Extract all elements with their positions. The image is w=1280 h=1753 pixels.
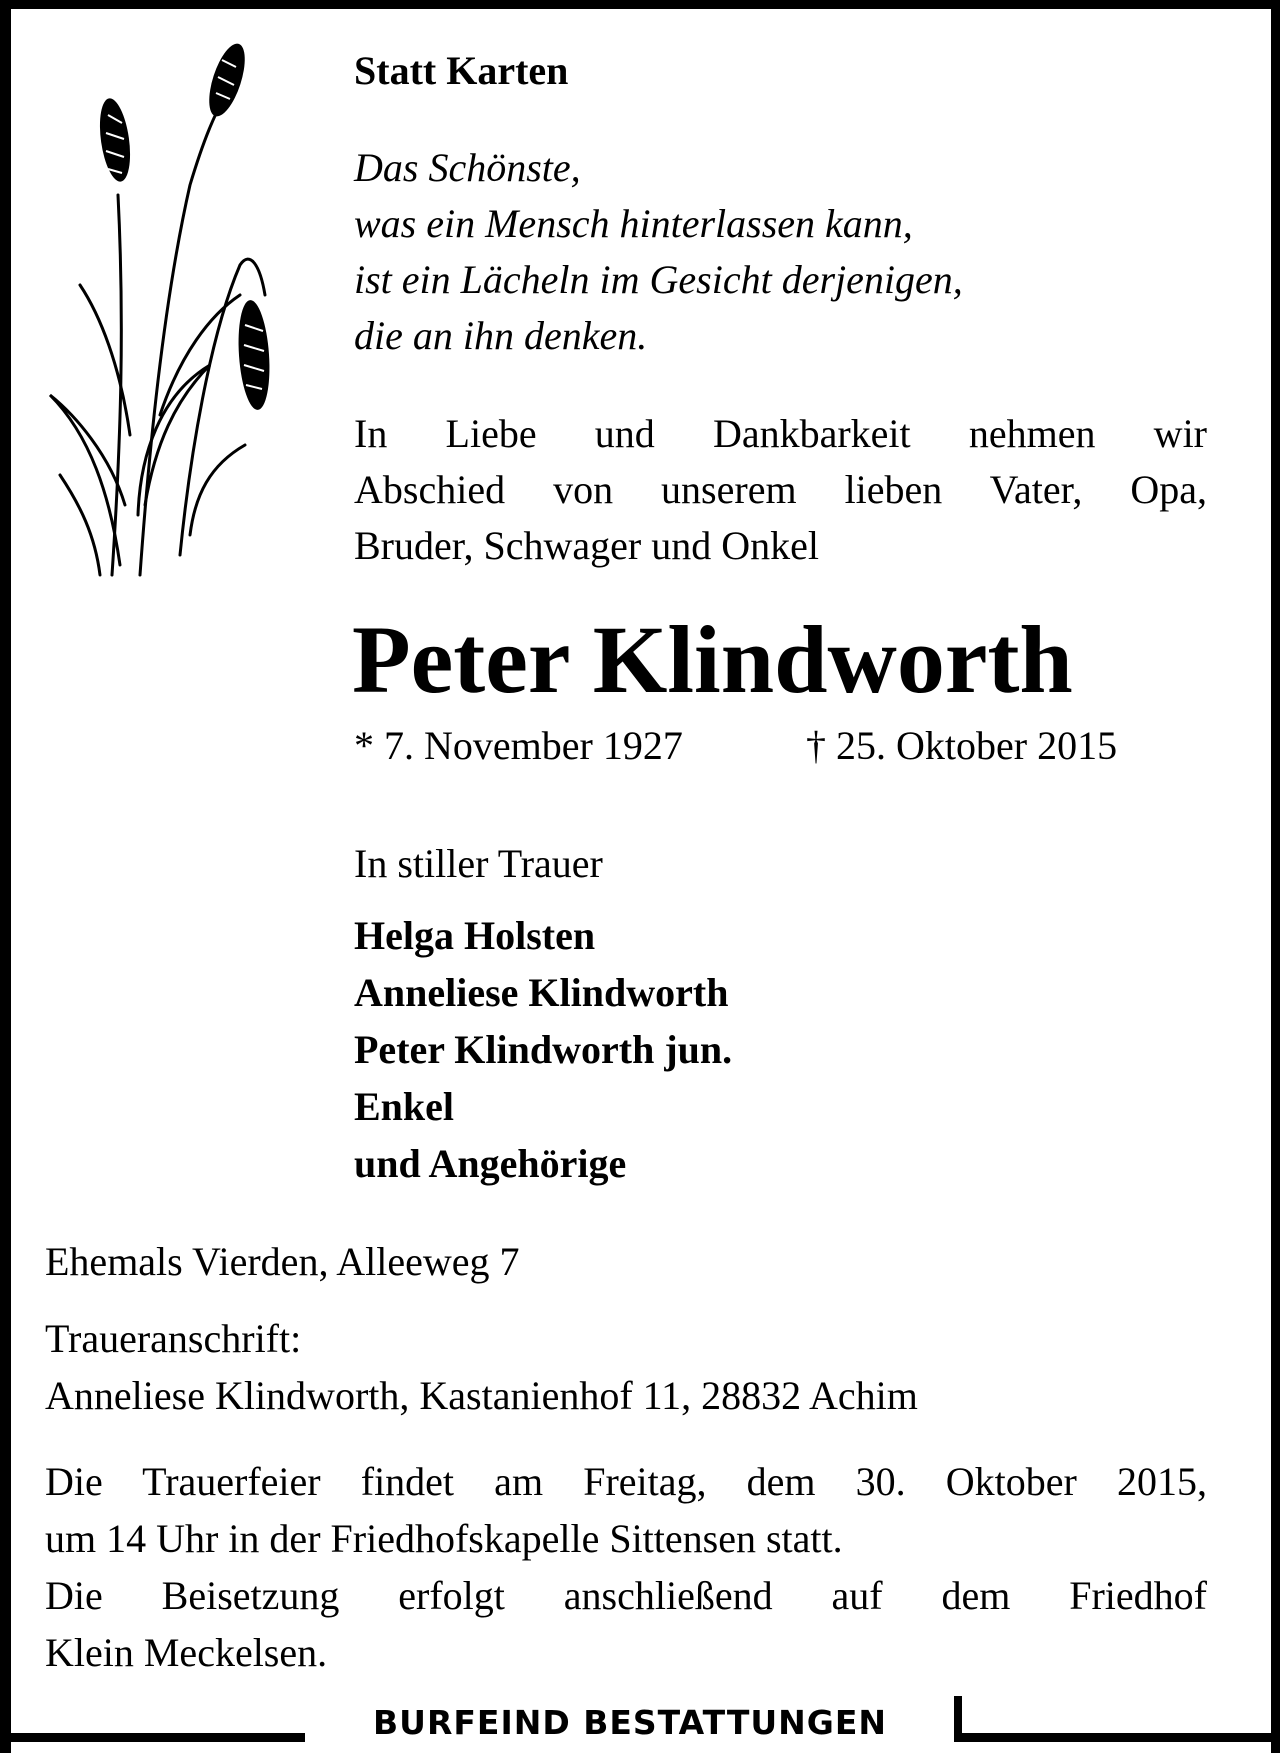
former-address: Ehemals Vierden, Alleeweg 7 — [45, 1239, 520, 1284]
poem-line: die an ihn denken. — [354, 313, 648, 358]
bottom-rule-right — [962, 1733, 1280, 1742]
mourning-address-label: Traueranschrift: — [45, 1316, 302, 1361]
mourner-name: und Angehörige — [354, 1141, 627, 1186]
ceremony-line: Die Trauerfeier findet am Freitag, dem 30. Oktober 2015, — [45, 1459, 1207, 1504]
ceremony-line: Die Beisetzung erfolgt anschließend auf dem Friedhof — [45, 1573, 1207, 1618]
mourners-list — [354, 907, 732, 1192]
bottom-rule-tick — [954, 1696, 962, 1742]
mourning-address-value: Anneliese Klindworth, Kastanienhof 11, 28832 Achim — [45, 1373, 918, 1418]
poem-line: Das Schönste, — [354, 145, 581, 190]
birth-date: * 7. November 1927 — [354, 723, 683, 768]
ceremony-line: um 14 Uhr in der Friedhofskapelle Sittensen statt. — [45, 1516, 843, 1561]
mourner-name: Peter Klindworth jun. — [354, 1027, 733, 1072]
death-date: † 25. Oktober 2015 — [806, 723, 1118, 768]
poem — [354, 140, 963, 364]
border-top — [0, 0, 1280, 9]
mourner-name: Helga Holsten — [354, 913, 596, 958]
bottom-rule-left — [0, 1733, 305, 1742]
ceremony-line: Klein Meckelsen. — [45, 1630, 328, 1675]
intro-line: Bruder, Schwager und Onkel — [354, 523, 819, 568]
border-right — [1271, 0, 1280, 1753]
poem-line: ist ein Lächeln im Gesicht derjenigen, — [354, 257, 963, 302]
funeral-home-logo: BURFEIND BESTATTUNGEN — [373, 1703, 888, 1742]
wheat-icon — [40, 35, 280, 585]
deceased-name: Peter Klindworth — [352, 606, 1073, 713]
border-left — [0, 0, 11, 1753]
statt-karten-heading: Statt Karten — [354, 48, 569, 93]
intro-line: Abschied von unserem lieben Vater, Opa, — [354, 467, 1207, 512]
mourner-name: Enkel — [354, 1084, 455, 1129]
mourning-address — [45, 1310, 918, 1424]
intro-text — [354, 406, 1207, 574]
ceremony-info — [45, 1453, 1207, 1681]
mourning-heading: In stiller Trauer — [354, 841, 603, 886]
poem-line: was ein Mensch hinterlassen kann, — [354, 201, 913, 246]
intro-line: In Liebe und Dankbarkeit nehmen wir — [354, 411, 1207, 456]
mourner-name: Anneliese Klindworth — [354, 970, 729, 1015]
